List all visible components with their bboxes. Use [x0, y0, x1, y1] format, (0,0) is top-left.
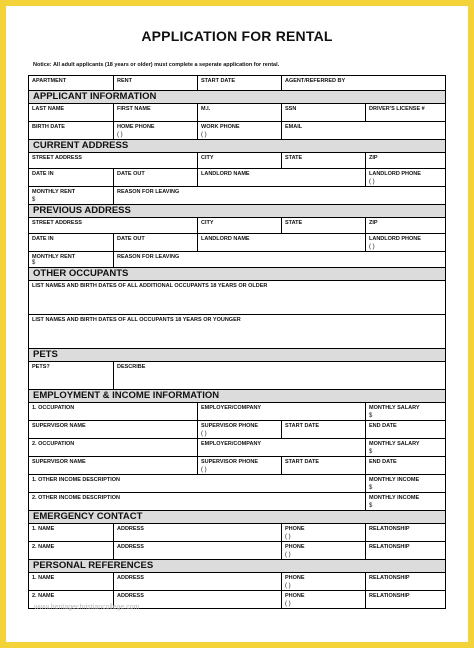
employment-occ1-row — [28, 403, 446, 421]
current-landlord-field[interactable]: LANDLORD NAME — [197, 169, 365, 186]
emergency-1-row — [28, 524, 446, 542]
previous-street-field[interactable]: STREET ADDRESS — [32, 220, 82, 226]
section-applicant: APPLICANT INFORMATION — [28, 91, 446, 104]
section-current-address: CURRENT ADDRESS — [28, 140, 446, 153]
reference-1-row — [28, 573, 446, 591]
employment-sup1-row — [28, 421, 446, 439]
previous-landlord-field[interactable]: LANDLORD NAME — [197, 234, 365, 251]
section-previous-address: PREVIOUS ADDRESS — [28, 205, 446, 218]
start-date-1-field[interactable]: START DATE — [281, 421, 365, 438]
applicant-contact-row — [28, 122, 446, 140]
reference-phone-2-field[interactable]: PHONE ( ) — [281, 591, 365, 608]
other-income-1-field[interactable]: 1. OTHER INCOME DESCRIPTION — [32, 477, 121, 483]
previous-city-field[interactable]: CITY — [197, 218, 281, 233]
supervisor-1-field[interactable]: SUPERVISOR NAME — [32, 423, 86, 429]
reference-name-2-field[interactable]: 2. NAME — [32, 593, 55, 599]
emergency-phone-2-field[interactable]: PHONE ( ) — [281, 542, 365, 559]
ssn-field[interactable]: SSN — [281, 104, 365, 121]
reference-address-1-field[interactable]: ADDRESS — [113, 573, 281, 590]
previous-date-in-field[interactable]: DATE IN — [32, 236, 54, 242]
birth-date-field[interactable]: BIRTH DATE — [32, 124, 65, 130]
emergency-address-2-field[interactable]: ADDRESS — [113, 542, 281, 559]
current-street-field[interactable]: STREET ADDRESS — [32, 155, 82, 161]
license-field[interactable]: DRIVER'S LICENSE # — [365, 104, 447, 121]
previous-zip-field[interactable]: ZIP — [365, 218, 447, 233]
start-date-2-field[interactable]: START DATE — [281, 457, 365, 474]
previous-monthly-rent-field[interactable]: MONTHLY RENT $ — [32, 254, 76, 266]
emergency-address-1-field[interactable]: ADDRESS — [113, 524, 281, 541]
section-personal-references: PERSONAL REFERENCES — [28, 560, 446, 573]
monthly-income-1-field[interactable]: MONTHLY INCOME $ — [365, 475, 447, 492]
employer-2-field[interactable]: EMPLOYER/COMPANY — [197, 439, 365, 456]
current-state-field[interactable]: STATE — [281, 153, 365, 168]
current-city-field[interactable]: CITY — [197, 153, 281, 168]
monthly-income-2-field[interactable]: MONTHLY INCOME $ — [365, 493, 447, 510]
supervisor-phone-2-field[interactable]: SUPERVISOR PHONE ( ) — [197, 457, 281, 474]
reference-relationship-1-field[interactable]: RELATIONSHIP — [365, 573, 447, 590]
section-pets: PETS — [28, 349, 446, 362]
occupation-1-field[interactable]: 1. OCCUPATION — [32, 405, 75, 411]
end-date-1-field[interactable]: END DATE — [365, 421, 447, 438]
watermark: www.heritagechristiancollege.com — [34, 604, 140, 611]
section-emergency-contact: EMERGENCY CONTACT — [28, 511, 446, 524]
employment-sup2-row — [28, 457, 446, 475]
notice-text: Notice: All adult applicants (18 years or older) must complete a seperate application for rental. — [33, 62, 280, 68]
previous-rent-row — [28, 252, 446, 268]
emergency-2-row — [28, 542, 446, 560]
employer-1-field[interactable]: EMPLOYER/COMPANY — [197, 403, 365, 420]
current-dates-row — [28, 169, 446, 187]
other-income-1-row — [28, 475, 446, 493]
page-title: APPLICATION FOR RENTAL — [141, 28, 333, 44]
previous-dates-row — [28, 234, 446, 252]
current-address-row — [28, 153, 446, 169]
end-date-2-field[interactable]: END DATE — [365, 457, 447, 474]
email-field[interactable]: EMAIL — [281, 122, 447, 139]
home-phone-field[interactable]: HOME PHONE ( ) — [113, 122, 197, 139]
previous-date-out-field[interactable]: DATE OUT — [113, 234, 197, 251]
work-phone-field[interactable]: WORK PHONE ( ) — [197, 122, 281, 139]
occupants-minors-field[interactable]: LIST NAMES AND BIRTH DATES OF ALL OCCUPANTS 18 YEARS OR YOUNGER — [28, 315, 446, 349]
previous-state-field[interactable]: STATE — [281, 218, 365, 233]
emergency-name-1-field[interactable]: 1. NAME — [32, 526, 55, 532]
emergency-relationship-2-field[interactable]: RELATIONSHIP — [365, 542, 447, 559]
section-other-occupants: OTHER OCCUPANTS — [28, 268, 446, 281]
first-name-field[interactable]: FIRST NAME — [113, 104, 197, 121]
salary-1-field[interactable]: MONTHLY SALARY $ — [365, 403, 447, 420]
rent-field[interactable]: RENT — [113, 76, 197, 90]
last-name-field[interactable]: LAST NAME — [32, 106, 65, 112]
reference-name-1-field[interactable]: 1. NAME — [32, 575, 55, 581]
emergency-name-2-field[interactable]: 2. NAME — [32, 544, 55, 550]
pets-row — [28, 362, 446, 390]
pets-field[interactable]: PETS? — [32, 364, 50, 370]
salary-2-field[interactable]: MONTHLY SALARY $ — [365, 439, 447, 456]
start-date-field[interactable]: START DATE — [197, 76, 281, 90]
current-date-in-field[interactable]: DATE IN — [32, 171, 54, 177]
current-reason-field[interactable]: REASON FOR LEAVING — [113, 187, 447, 204]
current-zip-field[interactable]: ZIP — [365, 153, 447, 168]
agent-field[interactable]: AGENT/REFERRED BY — [281, 76, 447, 90]
current-date-out-field[interactable]: DATE OUT — [113, 169, 197, 186]
occupation-2-field[interactable]: 2. OCCUPATION — [32, 441, 75, 447]
previous-address-row — [28, 218, 446, 234]
other-income-2-field[interactable]: 2. OTHER INCOME DESCRIPTION — [32, 495, 121, 501]
apartment-field[interactable]: APARTMENT — [32, 78, 67, 84]
supervisor-2-field[interactable]: SUPERVISOR NAME — [32, 459, 86, 465]
rental-form — [28, 75, 446, 609]
pets-describe-field[interactable]: DESCRIBE — [113, 362, 447, 389]
current-monthly-rent-field[interactable]: MONTHLY RENT $ — [32, 189, 76, 203]
property-row — [28, 75, 446, 91]
other-income-2-row — [28, 493, 446, 511]
mi-field[interactable]: M.I. — [197, 104, 281, 121]
reference-relationship-2-field[interactable]: RELATIONSHIP — [365, 591, 447, 608]
supervisor-phone-1-field[interactable]: SUPERVISOR PHONE ( ) — [197, 421, 281, 438]
applicant-name-row — [28, 104, 446, 122]
emergency-relationship-1-field[interactable]: RELATIONSHIP — [365, 524, 447, 541]
current-landlord-phone-field[interactable]: LANDLORD PHONE ( ) — [365, 169, 447, 186]
previous-reason-field[interactable]: REASON FOR LEAVING — [113, 252, 447, 267]
occupants-adults-field[interactable]: LIST NAMES AND BIRTH DATES OF ALL ADDITIONAL OCCUPANTS 18 YEARS OR OLDER — [28, 281, 446, 315]
employment-occ2-row — [28, 439, 446, 457]
reference-address-2-field[interactable]: ADDRESS — [113, 591, 281, 608]
reference-phone-1-field[interactable]: PHONE ( ) — [281, 573, 365, 590]
section-employment: EMPLOYMENT & INCOME INFORMATION — [28, 390, 446, 403]
emergency-phone-1-field[interactable]: PHONE ( ) — [281, 524, 365, 541]
current-rent-row — [28, 187, 446, 205]
previous-landlord-phone-field[interactable]: LANDLORD PHONE ( ) — [365, 234, 447, 251]
